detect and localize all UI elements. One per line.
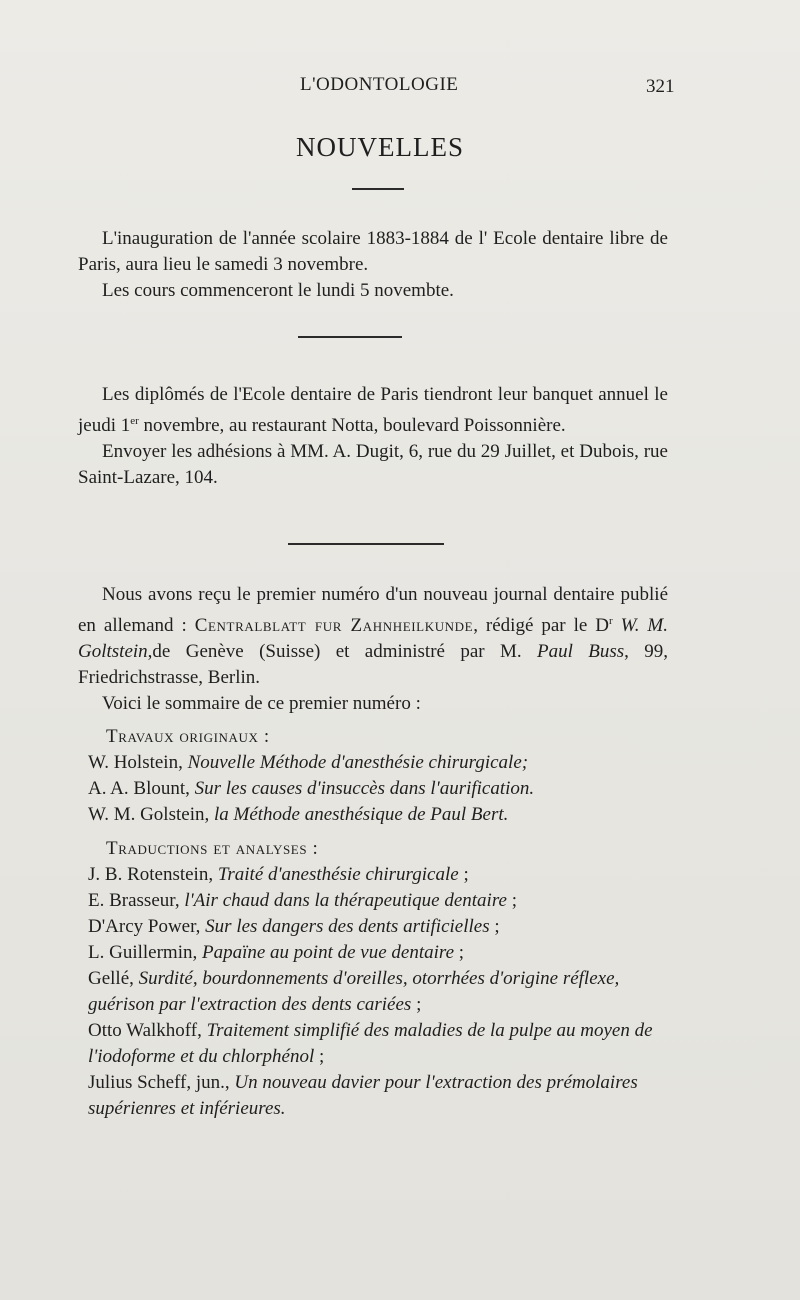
item-title: Surdité, bourdonnements d'oreilles, otorrhées d'origine réflexe, guérison par l'extraction des dents cariées — [88, 968, 620, 1015]
journal-name: Centralblatt fur Zahnheilkunde — [194, 615, 474, 636]
list-item — [78, 940, 678, 966]
item-title: l'Air chaud dans la thérapeutique dentaire — [184, 890, 507, 911]
running-header: L'ODONTOLOGIE — [300, 74, 459, 95]
superscript: er — [130, 415, 139, 427]
editor-name: W. M. Goltstein — [78, 615, 668, 662]
list-item — [78, 888, 678, 914]
item-tail: ; — [458, 864, 469, 885]
item-author: D'Arcy Power, — [88, 916, 206, 937]
text: , rédigé par le D — [473, 615, 609, 636]
item-title: Traité d'anesthésie chirurgicale — [217, 864, 459, 885]
item-title: Sur les causes d'insuccès dans l'aurification. — [194, 778, 535, 799]
text: Les diplômés de l'Ecole dentaire de Paris tiendront leur banquet annuel le jeudi 1 — [78, 384, 668, 436]
item-title: la Méthode anesthésique de Paul Bert. — [213, 804, 509, 825]
item-author: Gellé, — [88, 968, 139, 989]
item-tail: ; — [506, 890, 517, 911]
travaux-heading: Travaux originaux : — [106, 726, 270, 747]
text: , 99, Friedrichstrasse, Berlin. — [78, 641, 669, 688]
item-tail: ; — [411, 994, 422, 1015]
text: ,de Genève (Suisse) et administré par M. — [147, 641, 537, 662]
paragraph: Les cours commenceront le lundi 5 novembte. — [102, 280, 454, 301]
divider — [298, 336, 402, 338]
item-author: W. Holstein, — [88, 752, 188, 773]
item-title: Sur les dangers des dents artificielles — [205, 916, 490, 937]
item-author: Otto Walkhoff, — [88, 1020, 207, 1041]
page-number: 321 — [646, 76, 675, 97]
item-title: Un nouveau davier pour l'extraction des prémolaires supérienres et inférieures. — [88, 1072, 638, 1119]
travaux-list — [78, 750, 678, 828]
item-author: E. Brasseur, — [88, 890, 185, 911]
list-item — [78, 1070, 678, 1122]
item-author: Julius Scheff, jun., — [88, 1072, 235, 1093]
item-tail: ; — [489, 916, 500, 937]
item-author: J. B. Rotenstein, — [88, 864, 218, 885]
summary-list — [78, 724, 678, 1122]
divider — [288, 543, 444, 545]
item-title: Traitement simplifié des maladies de la pulpe au moyen de l'iodoforme et du chlorphénol — [88, 1020, 653, 1067]
paragraph: Voici le sommaire de ce premier numéro : — [102, 693, 421, 714]
superscript: r — [608, 615, 613, 627]
list-item — [78, 750, 678, 776]
list-item — [78, 776, 678, 802]
list-item — [78, 862, 678, 888]
list-item — [78, 914, 678, 940]
list-item — [78, 802, 678, 828]
item-author: A. A. Blount, — [88, 778, 195, 799]
paragraph: Envoyer les adhésions à MM. A. Dugit, 6, rue du 29 Juillet, et Dubois, rue Saint-Lazare, 104. — [78, 441, 668, 488]
paragraph — [78, 582, 668, 691]
announcement-banquet — [78, 382, 668, 491]
item-tail: ; — [454, 942, 465, 963]
list-item — [78, 966, 678, 1018]
text: novembre, au restaurant Notta, boulevard Poissonnière. — [138, 415, 566, 436]
admin-name: Paul Buss — [536, 641, 625, 662]
item-author: W. M. Golstein, — [88, 804, 214, 825]
text: Nous avons reçu le premier numéro d'un nouveau journal dentaire publié en allemand : — [78, 584, 668, 636]
list-item — [78, 1018, 678, 1070]
spacer — [78, 828, 678, 836]
item-title: Nouvelle Méthode d'anesthésie chirurgicale; — [187, 752, 529, 773]
paragraph — [78, 382, 668, 439]
announcement-inauguration — [78, 226, 668, 304]
traductions-list — [78, 862, 678, 1122]
paragraph: L'inauguration de l'année scolaire 1883-1884 de l' Ecole dentaire libre de Paris, aura lieu le samedi 3 novembre. — [78, 228, 668, 275]
item-author: L. Guillermin, — [88, 942, 202, 963]
traductions-heading: Traductions et analyses : — [106, 838, 319, 859]
announcement-journal — [78, 582, 668, 717]
item-tail: ; — [314, 1046, 325, 1067]
divider — [352, 188, 404, 190]
item-title: Papaïne au point de vue dentaire — [201, 942, 455, 963]
section-title: NOUVELLES — [296, 132, 464, 162]
